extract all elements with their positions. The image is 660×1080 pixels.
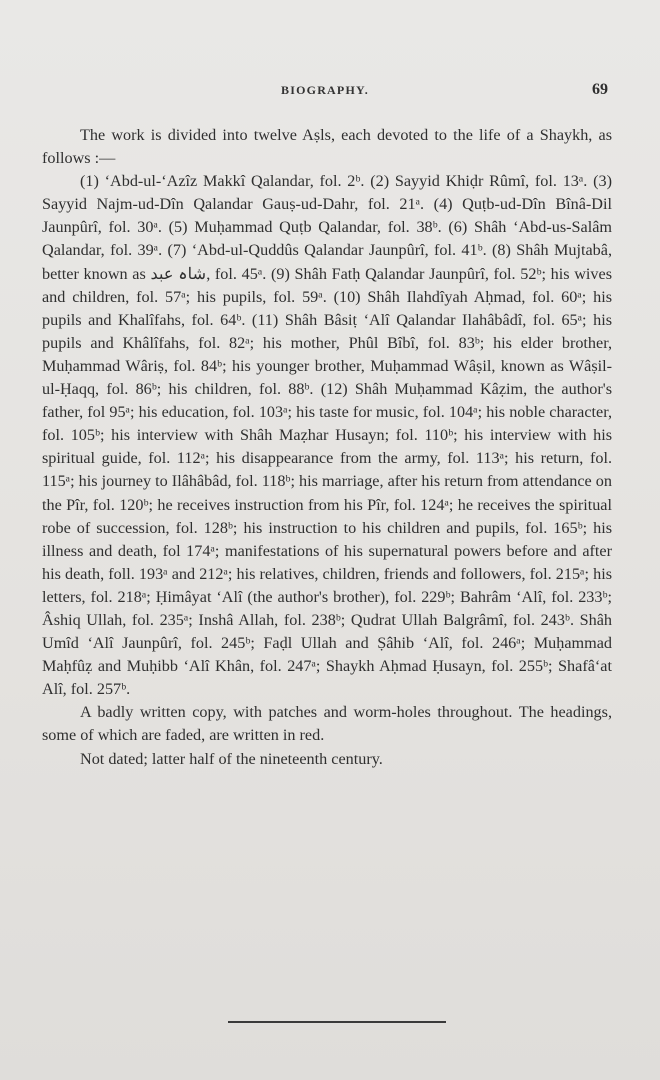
date-paragraph: Not dated; latter half of the nineteenth century. xyxy=(80,749,383,768)
running-title: BIOGRAPHY. xyxy=(281,83,369,97)
page-number: 69 xyxy=(592,81,608,98)
section-end-rule xyxy=(228,1021,446,1023)
page-header xyxy=(42,83,608,107)
contents-paragraph: (1) ʻAbd-ul-ʻAzîz Makkî Qalandar, fol. 2ᵇ. (2) Sayyid Khiḍr Rûmî, fol. 13ᵃ. (3) Sayyid Najm-ud-Dîn Qalandar Gauṣ-ud-Dahr, fol. 21ᵃ. (4) Quṭb-ud-Dîn Bînâ-Dil Jaunpûrî, fol. 30ᵃ. (5) Muḥammad Quṭb Qalandar, fol. 38ᵇ. (6) Shâh ʻAbd-us-Salâm Qalandar, fol. 39ᵃ. (7) ʻAbd-ul-Quddûs Qalandar Jaunpûrî, fol. 41ᵇ. (8) Shâh Mujtabâ, better known as شاہ عبد, fol. 45ᵃ. (9) Shâh Fatḥ Qalandar Jaunpûrî, fol. 52ᵇ; his wives and children, fol. 57ᵃ; his pupils, fol. 59ᵃ. (10) Shâh Ilahdîyah Aḥmad, fol. 60ᵃ; his pupils and Khalîfahs, fol. 64ᵇ. (11) Shâh Bâsiṭ ʻAlî Qalandar Ilahâbâdî, fol. 65ᵃ; his pupils and Khâlîfahs, fol. 82ᵃ; his mother, Phûl Bîbî, fol. 83ᵇ; his elder brother, Muḥammad Wâriṣ, fol. 84ᵇ; his younger brother, Muḥammad Wâṣil, known as Wâṣil-ul-Ḥaqq, fol. 86ᵇ; his children, fol. 88ᵇ. (12) Shâh Muḥammad Kâẓim, the author's father, fol 95ᵃ; his education, fol. 103ᵃ; his taste for music, fol. 104ᵃ; his noble character, fol. 105ᵇ; his interview with Shâh Maẓhar Husayn; fol. 110ᵇ; his interview with his spiritual guide, fol. 112ᵃ; his disappearance from the army, fol. 113ᵃ; his return, fol. 115ᵃ; his journey to Ilâhâbâd, fol. 118ᵇ; his marriage, after his return from attendance on the Pîr, fol. 120ᵇ; he receives instruction from his Pîr, fol. 124ᵃ; he receives the spiritual robe of succession, fol. 128ᵇ; his instruction to his children and pupils, fol. 165ᵇ; his illness and death, fol 174ᵃ; manifestations of his supernatural powers before and after his death, foll. 193ᵃ and 212ᵃ; his relatives, children, friends and followers, fol. 215ᵃ; his letters, fol. 218ᵃ; Ḥimâyat ʻAlî (the author's brother), fol. 229ᵇ; Bahrâm ʻAlî, fol. 233ᵇ; Âshiq Ullah, fol. 235ᵃ; Inshâ Allah, fol. 238ᵇ; Qudrat Ullah Balgrâmî, fol. 243ᵇ. Shâh Umîd ʻAlî Jaunpûrî, fol. 245ᵇ; Faḍl Ullah and Ṣâhib ʻAlî, fol. 246ᵃ; Muḥammad Maḥfûẓ and Muḥibb ʻAlî Khân, fol. 247ᵃ; Shaykh Aḥmad Ḥusayn, fol. 255ᵇ; Shafâʻat Alî, fol. 257ᵇ. xyxy=(42,172,612,699)
condition-paragraph: A badly written copy, with patches and worm-holes throughout. The headings, some of which are faded, are written in red. xyxy=(42,703,612,745)
intro-paragraph: The work is divided into twelve Aṣls, each devoted to the life of a Shaykh, as follows :— xyxy=(42,126,612,168)
page-body xyxy=(42,124,612,771)
